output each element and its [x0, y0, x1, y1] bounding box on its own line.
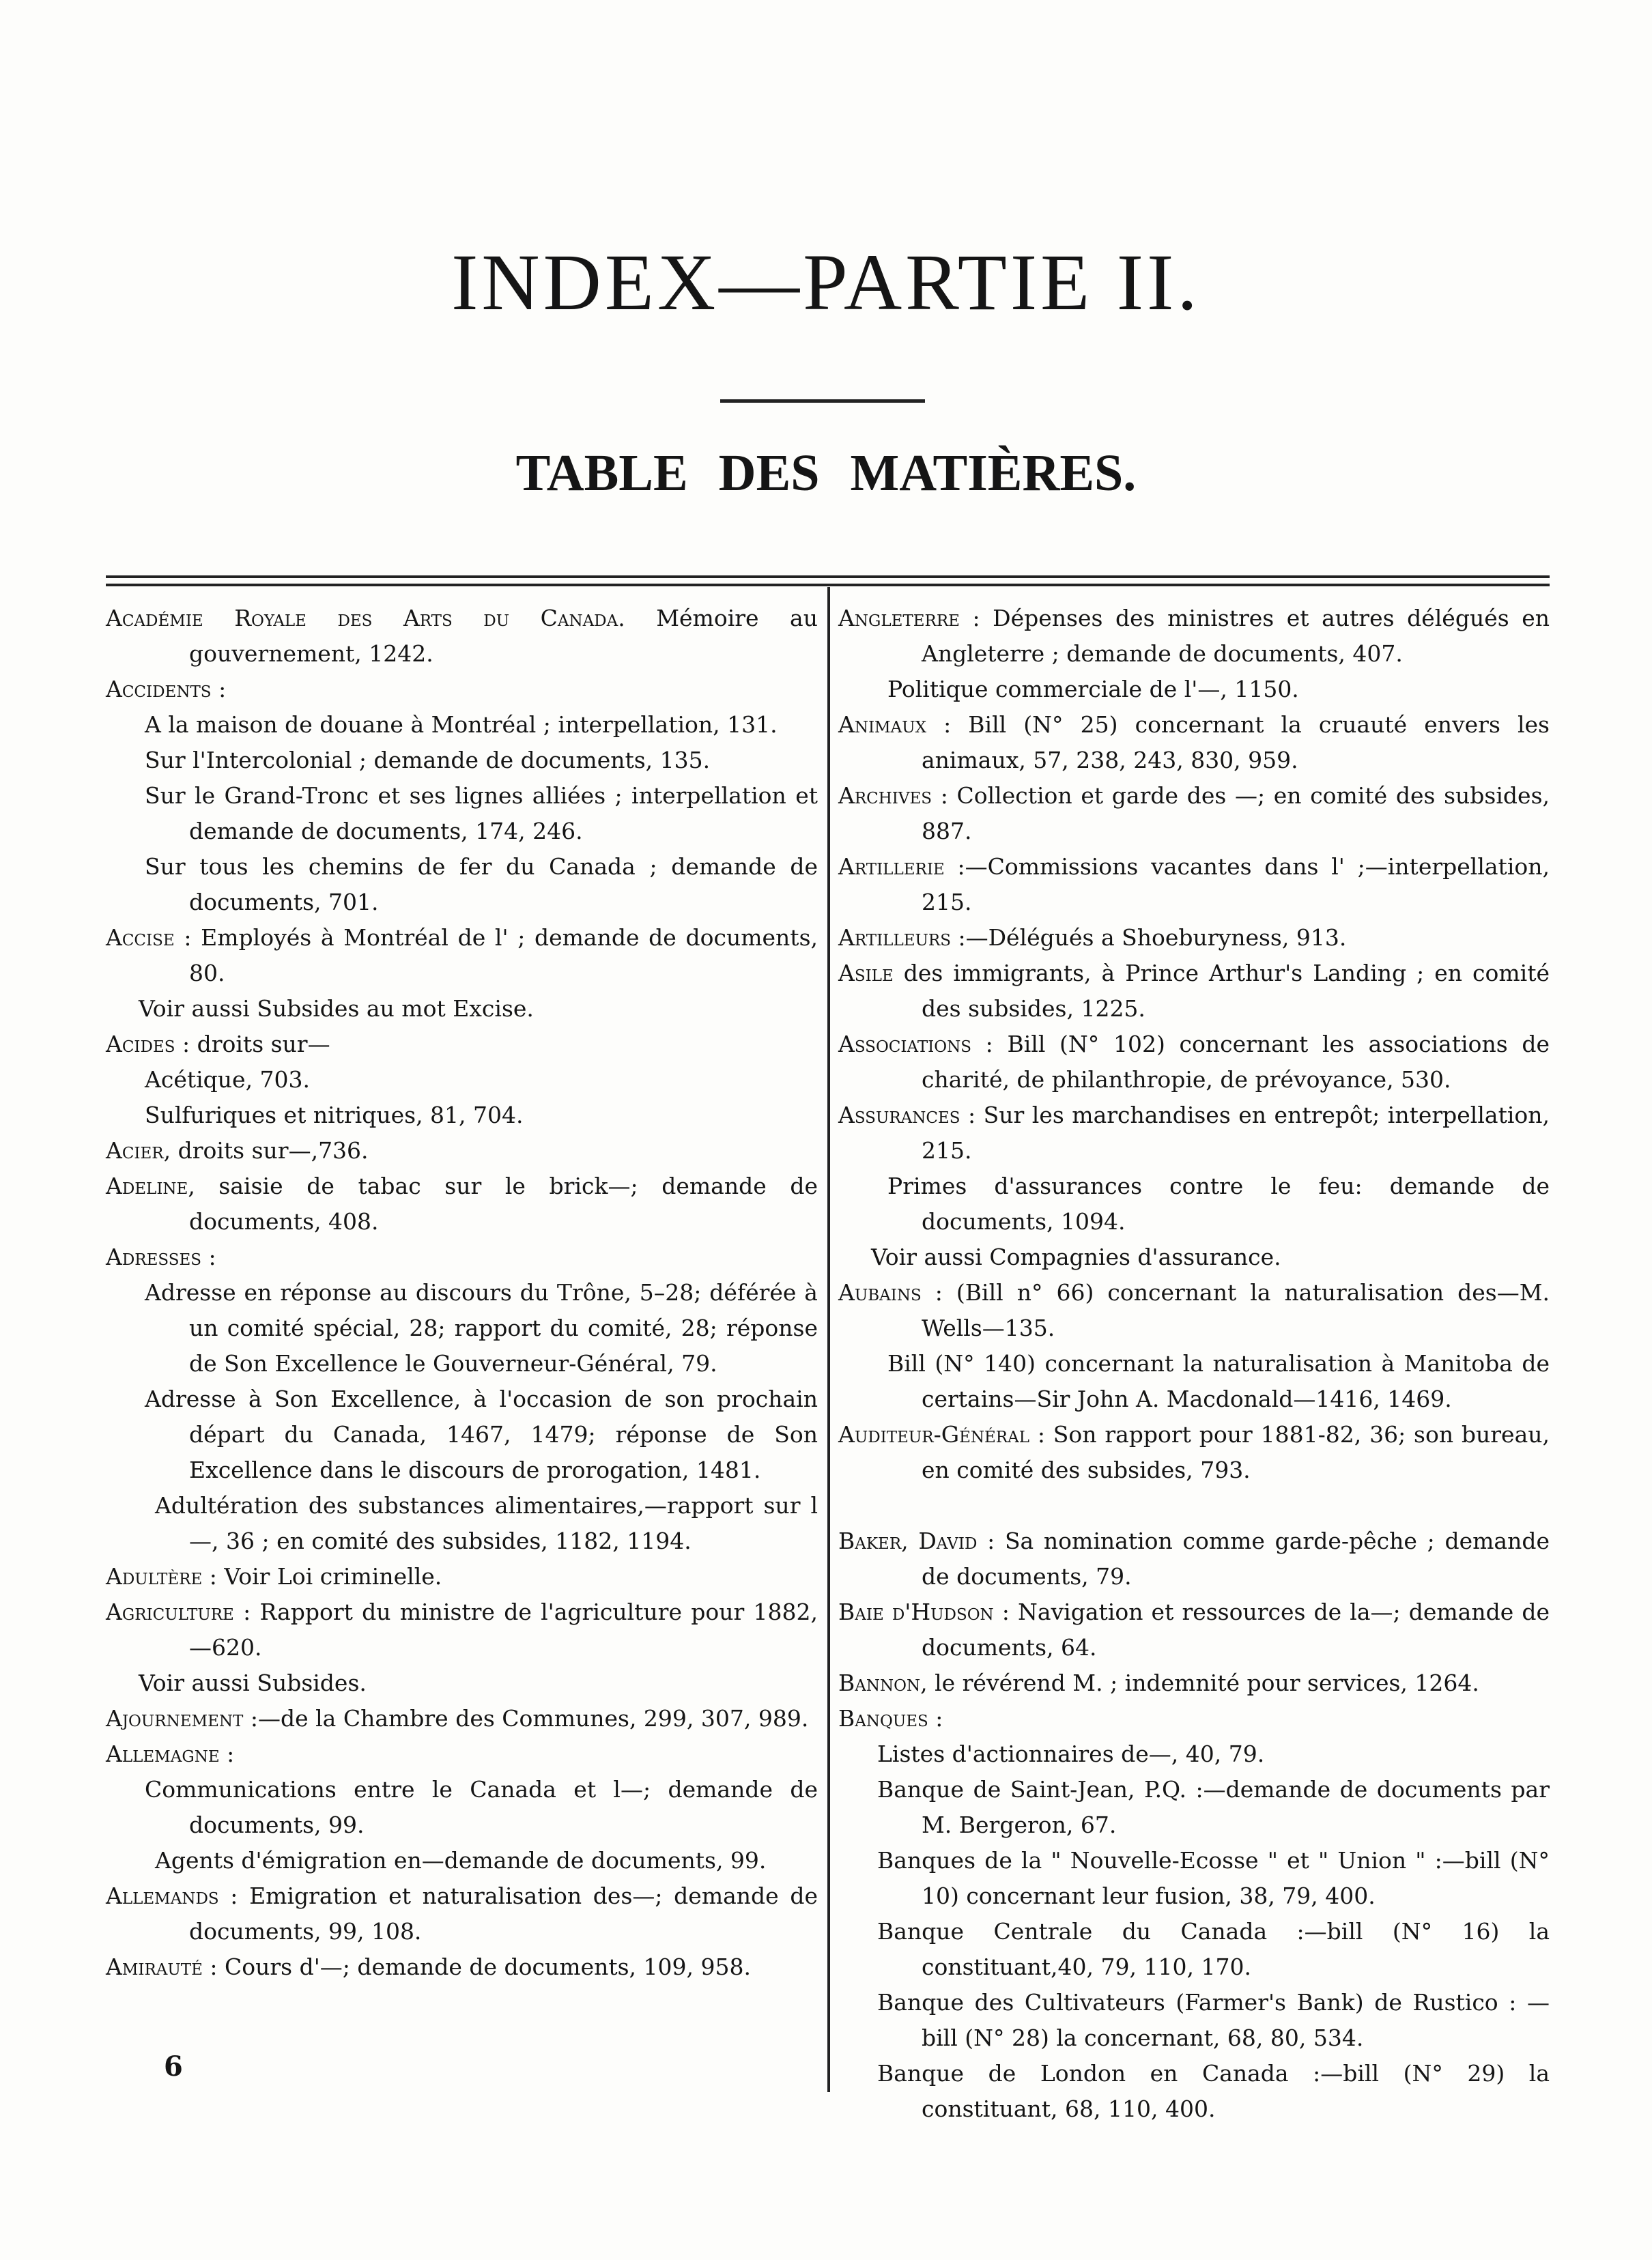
entry-heading: Acides [106, 1031, 175, 1057]
index-subentry [106, 1275, 818, 1382]
entry-text: , le révérend M. ; indemnité pour services, 1264. [920, 1670, 1479, 1696]
index-entry [838, 956, 1550, 1027]
entry-heading: Auditeur-Général [838, 1421, 1029, 1448]
index-subentry [106, 1772, 818, 1843]
entry-text: : [219, 1741, 235, 1767]
entry-text: : (Bill n° 66) concernant la naturalisation des—M. Wells—135. [921, 1279, 1550, 1341]
entry-text: : Son rapport pour 1881-82, 36; son bureau, en comité des subsides, 793. [922, 1421, 1550, 1483]
entry-heading: Adultère [106, 1563, 203, 1590]
entry-text: , saisie de tabac sur le brick—; demande de documents, 408. [188, 1173, 818, 1235]
entry-text: : Navigation et ressources de la—; demande de documents, 64. [922, 1599, 1550, 1661]
entry-heading: Amirauté [106, 1954, 203, 1980]
entry-text: Listes d'actionnaires de—, 40, 79. [877, 1741, 1265, 1767]
entry-text: : droits sur— [175, 1031, 330, 1057]
index-subentry [106, 778, 818, 849]
index-column-right [838, 601, 1550, 2127]
index-subentry [106, 1062, 818, 1098]
entry-heading: Archives [838, 782, 932, 809]
entry-heading: Baker, David [838, 1528, 978, 1554]
entry-text: Banque de London en Canada :—bill (N° 29) la constituant, 68, 110, 400. [877, 2060, 1550, 2122]
index-entry [838, 778, 1550, 849]
index-entry [106, 601, 818, 672]
entry-text: : Emigration et naturalisation des—; demande de documents, 99, 108. [189, 1883, 818, 1945]
index-entry [106, 1701, 818, 1736]
entry-text: Sur l'Intercolonial ; demande de documents, 135. [145, 747, 711, 773]
index-entry [106, 1027, 818, 1062]
entry-text: Banque des Cultivateurs (Farmer's Bank) de Rustico : —bill (N° 28) la concernant, 68, 80, 534. [877, 1989, 1550, 2051]
index-entry [106, 1949, 818, 1985]
index-subentry [838, 1985, 1550, 2056]
index-entry [106, 1594, 818, 1665]
index-entry [838, 1701, 1550, 1736]
index-entry [106, 1559, 818, 1594]
index-subentry [838, 1736, 1550, 1772]
entry-text: :—de la Chambre des Communes, 299, 307, 989. [243, 1705, 809, 1732]
entry-heading: Associations [838, 1031, 971, 1057]
index-entry [838, 849, 1550, 920]
index-entry [106, 1878, 818, 1949]
entry-heading: Académie Royale des Arts du Canada. [106, 605, 625, 631]
index-entry [838, 707, 1550, 778]
entry-text: A la maison de douane à Montréal ; interpellation, 131. [145, 711, 778, 738]
entry-text: : Sa nomination comme garde-pêche ; demande de documents, 79. [922, 1528, 1550, 1590]
index-subentry [106, 1382, 818, 1488]
entry-text: Voir aussi Subsides. [139, 1670, 367, 1696]
entry-text: : Voir Loi criminelle. [202, 1563, 442, 1590]
index-entry [106, 1736, 818, 1772]
entry-text: Sur le Grand-Tronc et ses lignes alliées ; interpellation et demande de documents, 174, 246. [145, 782, 818, 844]
index-entry [106, 1240, 818, 1275]
entry-heading: Baie d'Hudson [838, 1599, 994, 1625]
column-divider [827, 587, 830, 2092]
section-gap [838, 1488, 1550, 1524]
index-entry [106, 920, 818, 991]
entry-text: : Employés à Montréal de l' ; demande de documents, 80. [174, 924, 818, 986]
index-subentry [838, 1169, 1550, 1240]
entry-text: : Dépenses des ministres et autres délégués en Angleterre ; demande de documents, 407. [922, 605, 1550, 667]
entry-heading: Agriculture [106, 1599, 234, 1625]
entry-heading: Assurances [838, 1102, 960, 1128]
page-number: 6 [164, 2050, 183, 2083]
entry-text: Banque de Saint-Jean, P.Q. :—demande de documents par M. Bergeron, 67. [877, 1776, 1550, 1838]
index-entry [838, 601, 1550, 672]
index-entry [838, 1098, 1550, 1169]
entry-text: : Cours d'—; demande de documents, 109, 958. [202, 1954, 751, 1980]
entry-text: Sur tous les chemins de fer du Canada ; demande de documents, 701. [145, 853, 818, 915]
index-entry [838, 1027, 1550, 1098]
index-entry [106, 672, 818, 707]
entry-text: Agents d'émigration en—demande de documents, 99. [155, 1847, 767, 1874]
entry-heading: Aubains [838, 1279, 922, 1306]
entry-heading: Accidents [106, 676, 212, 702]
double-rule-top [106, 575, 1550, 578]
index-subentry [106, 1665, 818, 1701]
entry-text: : Sur les marchandises en entrepôt; interpellation, 215. [922, 1102, 1550, 1164]
entry-text: , droits sur—,736. [163, 1137, 369, 1164]
index-subentry [838, 2056, 1550, 2127]
entry-heading: Allemagne [106, 1741, 220, 1767]
entry-heading: Artilleurs [838, 924, 951, 951]
entry-text: :—Délégués a Shoeburyness, 913. [950, 924, 1347, 951]
entry-text: Bill (N° 140) concernant la naturalisation à Manitoba de certains—Sir John A. Macdonald—1416, 1469. [887, 1350, 1550, 1412]
index-subentry [838, 672, 1550, 707]
index-column-left [106, 601, 818, 1985]
entry-heading: Asile [838, 960, 894, 986]
title-rule [720, 399, 925, 403]
index-subentry [838, 1346, 1550, 1417]
entry-text: : Bill (N° 102) concernant les associations de charité, de philanthropie, de prévoyance, 530. [922, 1031, 1550, 1093]
index-subentry [838, 1240, 1550, 1275]
entry-heading: Artillerie [838, 853, 945, 880]
entry-text: Voir aussi Subsides au mot Excise. [139, 995, 534, 1022]
entry-heading: Banques [838, 1705, 928, 1732]
index-entry [838, 1594, 1550, 1665]
entry-text: : [928, 1705, 943, 1732]
index-subentry [838, 1772, 1550, 1843]
entry-text: Sulfuriques et nitriques, 81, 704. [145, 1102, 524, 1128]
entry-text: Adresse en réponse au discours du Trône, 5–28; déférée à un comité spécial, 28; rapport du comité, 28; réponse de Son Excellence le Gouverneur-Général, 79. [145, 1279, 818, 1377]
entry-heading: Acier [106, 1137, 164, 1164]
entry-text: des immigrants, à Prince Arthur's Landing ; en comité des subsides, 1225. [893, 960, 1550, 1022]
index-entry [106, 1133, 818, 1169]
page-subtitle: TABLE DES MATIÈRES. [515, 444, 1137, 502]
entry-text: : Rapport du ministre de l'agriculture pour 1882,—620. [189, 1599, 818, 1661]
entry-text: Adresse à Son Excellence, à l'occasion de son prochain départ du Canada, 1467, 1479; réponse de Son Excellence dans le discours de prorogation, 1481. [145, 1386, 818, 1483]
entry-text: Primes d'assurances contre le feu: demande de documents, 1094. [887, 1173, 1550, 1235]
entry-text: Mémoire au gouvernement, 1242. [189, 605, 818, 667]
entry-text: Acétique, 703. [145, 1066, 311, 1093]
entry-heading: Adeline [106, 1173, 188, 1199]
index-entry [838, 1524, 1550, 1594]
entry-text: :—Commissions vacantes dans l' ;—interpellation, 215. [922, 853, 1550, 915]
entry-heading: Adresses [106, 1244, 202, 1270]
entry-text: Adultération des substances alimentaires,—rapport sur l—, 36 ; en comité des subsides, 1182, 1194. [155, 1492, 818, 1554]
index-subentry [106, 991, 818, 1027]
entry-heading: Allemands [106, 1883, 219, 1909]
entry-heading: Animaux [838, 711, 926, 738]
page-title: INDEX—PARTIE II. [451, 238, 1201, 327]
entry-heading: Bannon [838, 1670, 921, 1696]
index-subentry [106, 849, 818, 920]
entry-text: Voir aussi Compagnies d'assurance. [871, 1244, 1281, 1270]
entry-text: Politique commerciale de l'—, 1150. [887, 676, 1299, 702]
entry-text: : [211, 676, 227, 702]
index-entry [838, 1665, 1550, 1701]
index-subentry [106, 743, 818, 778]
entry-heading: Ajournement [106, 1705, 244, 1732]
entry-heading: Accise [106, 924, 175, 951]
index-entry [838, 920, 1550, 956]
index-subentry [106, 1488, 818, 1559]
entry-text: Banques de la " Nouvelle-Ecosse " et " Union " :—bill (N° 10) concernant leur fusion, 38, 79, 400. [877, 1847, 1550, 1909]
entry-text: : [201, 1244, 216, 1270]
index-entry [838, 1417, 1550, 1488]
entry-text: Banque Centrale du Canada :—bill (N° 16) la constituant,40, 79, 110, 170. [877, 1918, 1550, 1980]
index-subentry [838, 1914, 1550, 1985]
entry-text: : Collection et garde des —; en comité des subsides, 887. [922, 782, 1550, 844]
index-subentry [106, 707, 818, 743]
index-subentry [106, 1843, 818, 1878]
index-subentry [106, 1098, 818, 1133]
entry-text: : Bill (N° 25) concernant la cruauté envers les animaux, 57, 238, 243, 830, 959. [922, 711, 1550, 773]
entry-heading: Angleterre [838, 605, 960, 631]
index-subentry [838, 1843, 1550, 1914]
entry-text: Communications entre le Canada et l—; demande de documents, 99. [145, 1776, 818, 1838]
index-entry [838, 1275, 1550, 1346]
index-entry [106, 1169, 818, 1240]
double-rule-bottom [106, 584, 1550, 586]
